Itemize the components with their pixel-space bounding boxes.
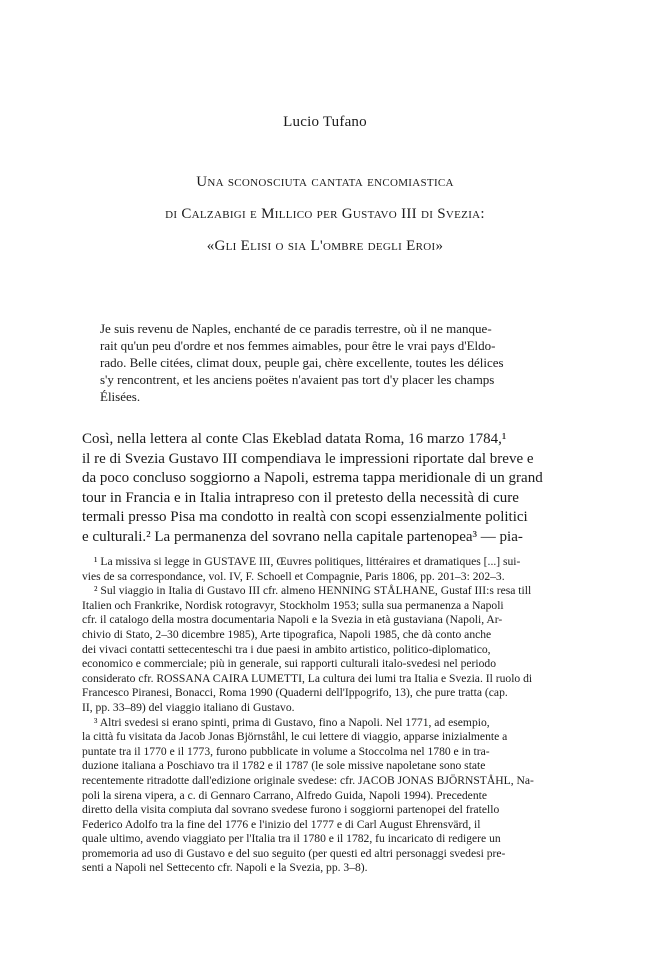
footnote-line: Francesco Piranesi, Bonacci, Roma 1990 (Quaderni dell'Ippogrifo, 13), che pure tratta (cap. [82,686,508,700]
title-line-1: Una sconosciuta cantata encomiastica [196,174,454,190]
body-line: tour in Francia e in Italia intrapreso con il pretesto della necessità di cure [82,489,519,506]
epigraph-line: rado. Belle citées, climat doux, peuple gai, chère excellente, toutes les délices [100,355,504,370]
body-line: da poco concluso soggiorno a Napoli, estrema tappa meridionale di un grand [82,470,543,486]
footnote-line: diretto della visita compiuta dal sovrano svedese furono i soggiorni partenopei del fratello [82,803,500,817]
footnote-line: economico e commerciale; più in generale, sui rapporti culturali italo-svedesi nel periodo [82,657,497,671]
footnote-line: recentemente ritradotte dall'edizione originale svedese: cfr. JACOB JONAS BJÖRNSTÅHL, Na- [82,773,534,787]
footnote-line: cfr. il catalogo della mostra documentaria Napoli e la Svezia in età gustaviana (Napoli, Ar- [82,613,503,627]
footnote-line: ¹ La missiva si legge in GUSTAVE III, Œuvres politiques, littéraires et dramatiques [...] sui- [94,555,521,568]
footnote-line: ³ Altri svedesi si erano spinti, prima di Gustavo, fino a Napoli. Nel 1771, ad esempio, [94,715,490,729]
footnote-line: promemoria ad uso di Gustavo e del suo seguito (per questi ed altri personaggi svedesi pre- [82,846,506,860]
body-line: e culturali.² La permanenza del sovrano nella capitale partenopea³ — pia- [82,528,523,545]
body-paragraph [82,430,558,547]
footnote-line: la città fu visitata da Jacob Jonas Björnståhl, le cui lettere di viaggio, apparse inizialmente a [82,730,508,744]
author-name: Lucio Tufano [283,114,367,130]
footnote-line: senti a Napoli nel Settecento cfr. Napoli e la Svezia, pp. 3–8). [82,861,368,875]
footnotes [82,555,558,876]
title-line-2: di Calzabigi e Millico per Gustavo III di Svezia: [165,206,485,222]
footnote-line: duzione italiana a Poschiavo tra il 1782 e il 1787 (le sole missive napoletane sono state [82,759,486,773]
epigraph-line: s'y rencontrent, et les anciens poëtes n'avaient pas tort d'y placer les champs [100,372,495,387]
epigraph-line: rait qu'un peu d'ordre et nos femmes aimables, pour être le vrai pays d'Eldo- [100,338,496,353]
footnote-line: dei vivaci contatti settecenteschi tra i due paesi in ambito artistico, politico-diplomatico, [82,642,491,656]
epigraph [100,320,550,405]
footnote-line: vies de sa correspondance, vol. IV, F. Schoell et Compagnie, Paris 1806, pp. 201–3: 202–3. [82,569,505,583]
footnote-line: II, pp. 33–89) del viaggio italiano di Gustavo. [82,700,295,714]
footnote-line: puntate tra il 1770 e il 1773, furono pubblicate in volume a Stoccolma nel 1780 e in tra- [82,744,490,758]
footnote-line: chivio di Stato, 2–30 dicembre 1985), Arte tipografica, Napoli 1985, che dà conto anche [82,627,492,641]
footnote-line: Italien och Frankrike, Nordisk rotogravyr, Stockholm 1953; sulla sua permanenza a Napoli [82,598,504,612]
title-line-3: «Gli Elisi o sia L'ombre degli Eroi» [206,238,444,254]
body-line: termali presso Pisa ma condotto in realtà con scopi essenzialmente politici [82,509,528,525]
footnote-line: ² Sul viaggio in Italia di Gustavo III cfr. almeno HENNING STÅLHANE, Gustaf III:s resa till [94,584,532,598]
footnote-line: poli la sirena vipera, a c. di Gennaro Carrano, Alfredo Guida, Napoli 1994). Precedente [82,788,487,802]
epigraph-line: Je suis revenu de Naples, enchanté de ce paradis terrestre, où il ne manque- [100,321,492,336]
body-line: il re di Svezia Gustavo III compendiava le impressioni riportate dal breve e [82,450,534,467]
footnote-line: quale ultimo, avendo viaggiato per l'Italia tra il 1780 e il 1782, fu incaricato di redigere un [82,832,501,846]
body-line: Così, nella lettera al conte Clas Ekeblad datata Roma, 16 marzo 1784,¹ [82,431,507,447]
footnote-line: Federico Adolfo tra la fine del 1776 e l'inizio del 1777 e di Carl August Ehrensvärd, il [82,817,481,831]
footnote-line: considerato cfr. ROSSANA CAIRA LUMETTI, La cultura dei lumi tra Italia e Svezia. Il ruolo di [82,671,533,685]
epigraph-line: Élisées. [100,389,141,404]
